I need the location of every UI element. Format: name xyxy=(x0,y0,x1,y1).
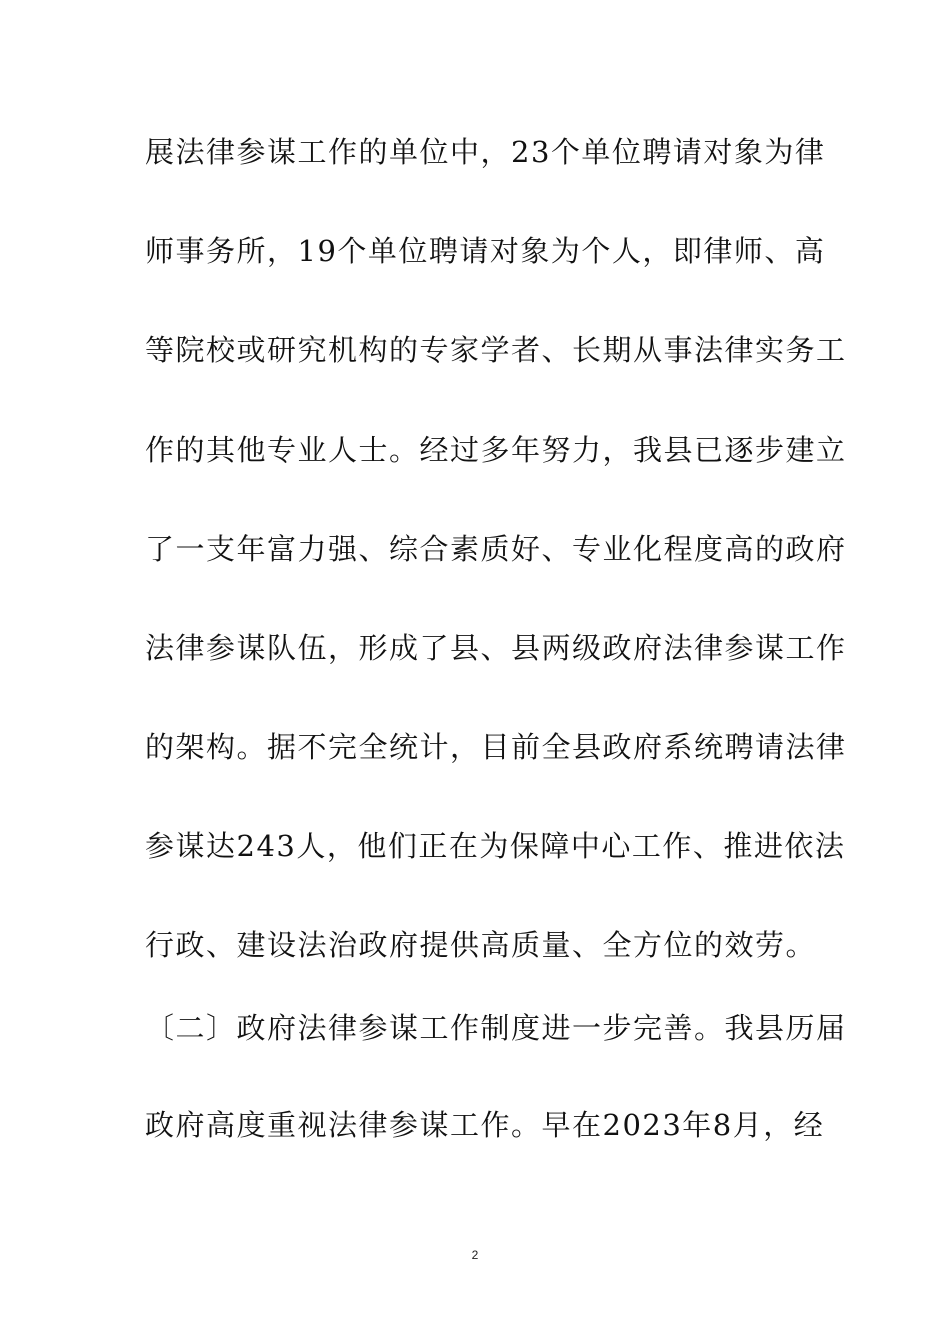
body-text-line: 的架构。据不完全统计，目前全县政府系统聘请法律 xyxy=(145,730,847,764)
body-text-line: 政府高度重视法律参谋工作。早在2023年8月，经 xyxy=(145,1108,825,1142)
body-text-line: 作的其他专业人士。经过多年努力，我县已逐步建立 xyxy=(145,433,847,467)
body-text-line: 行政、建设法治政府提供高质量、全方位的效劳。 xyxy=(145,928,817,962)
body-text-line: 法律参谋队伍，形成了县、县两级政府法律参谋工作 xyxy=(145,631,847,665)
body-text-line: 参谋达243人，他们正在为保障中心工作、推进依法 xyxy=(145,829,846,863)
body-text-line: 展法律参谋工作的单位中，23个单位聘请对象为律 xyxy=(145,135,826,169)
body-text-line: 了一支年富力强、综合素质好、专业化程度高的政府 xyxy=(145,532,847,566)
section-heading-line: 〔二〕政府法律参谋工作制度进一步完善。我县历届 xyxy=(145,1011,847,1045)
body-text-line: 等院校或研究机构的专家学者、长期从事法律实务工 xyxy=(145,333,847,367)
body-text-line: 师事务所，19个单位聘请对象为个人，即律师、高 xyxy=(145,234,826,268)
page-number: 2 xyxy=(471,1248,479,1262)
